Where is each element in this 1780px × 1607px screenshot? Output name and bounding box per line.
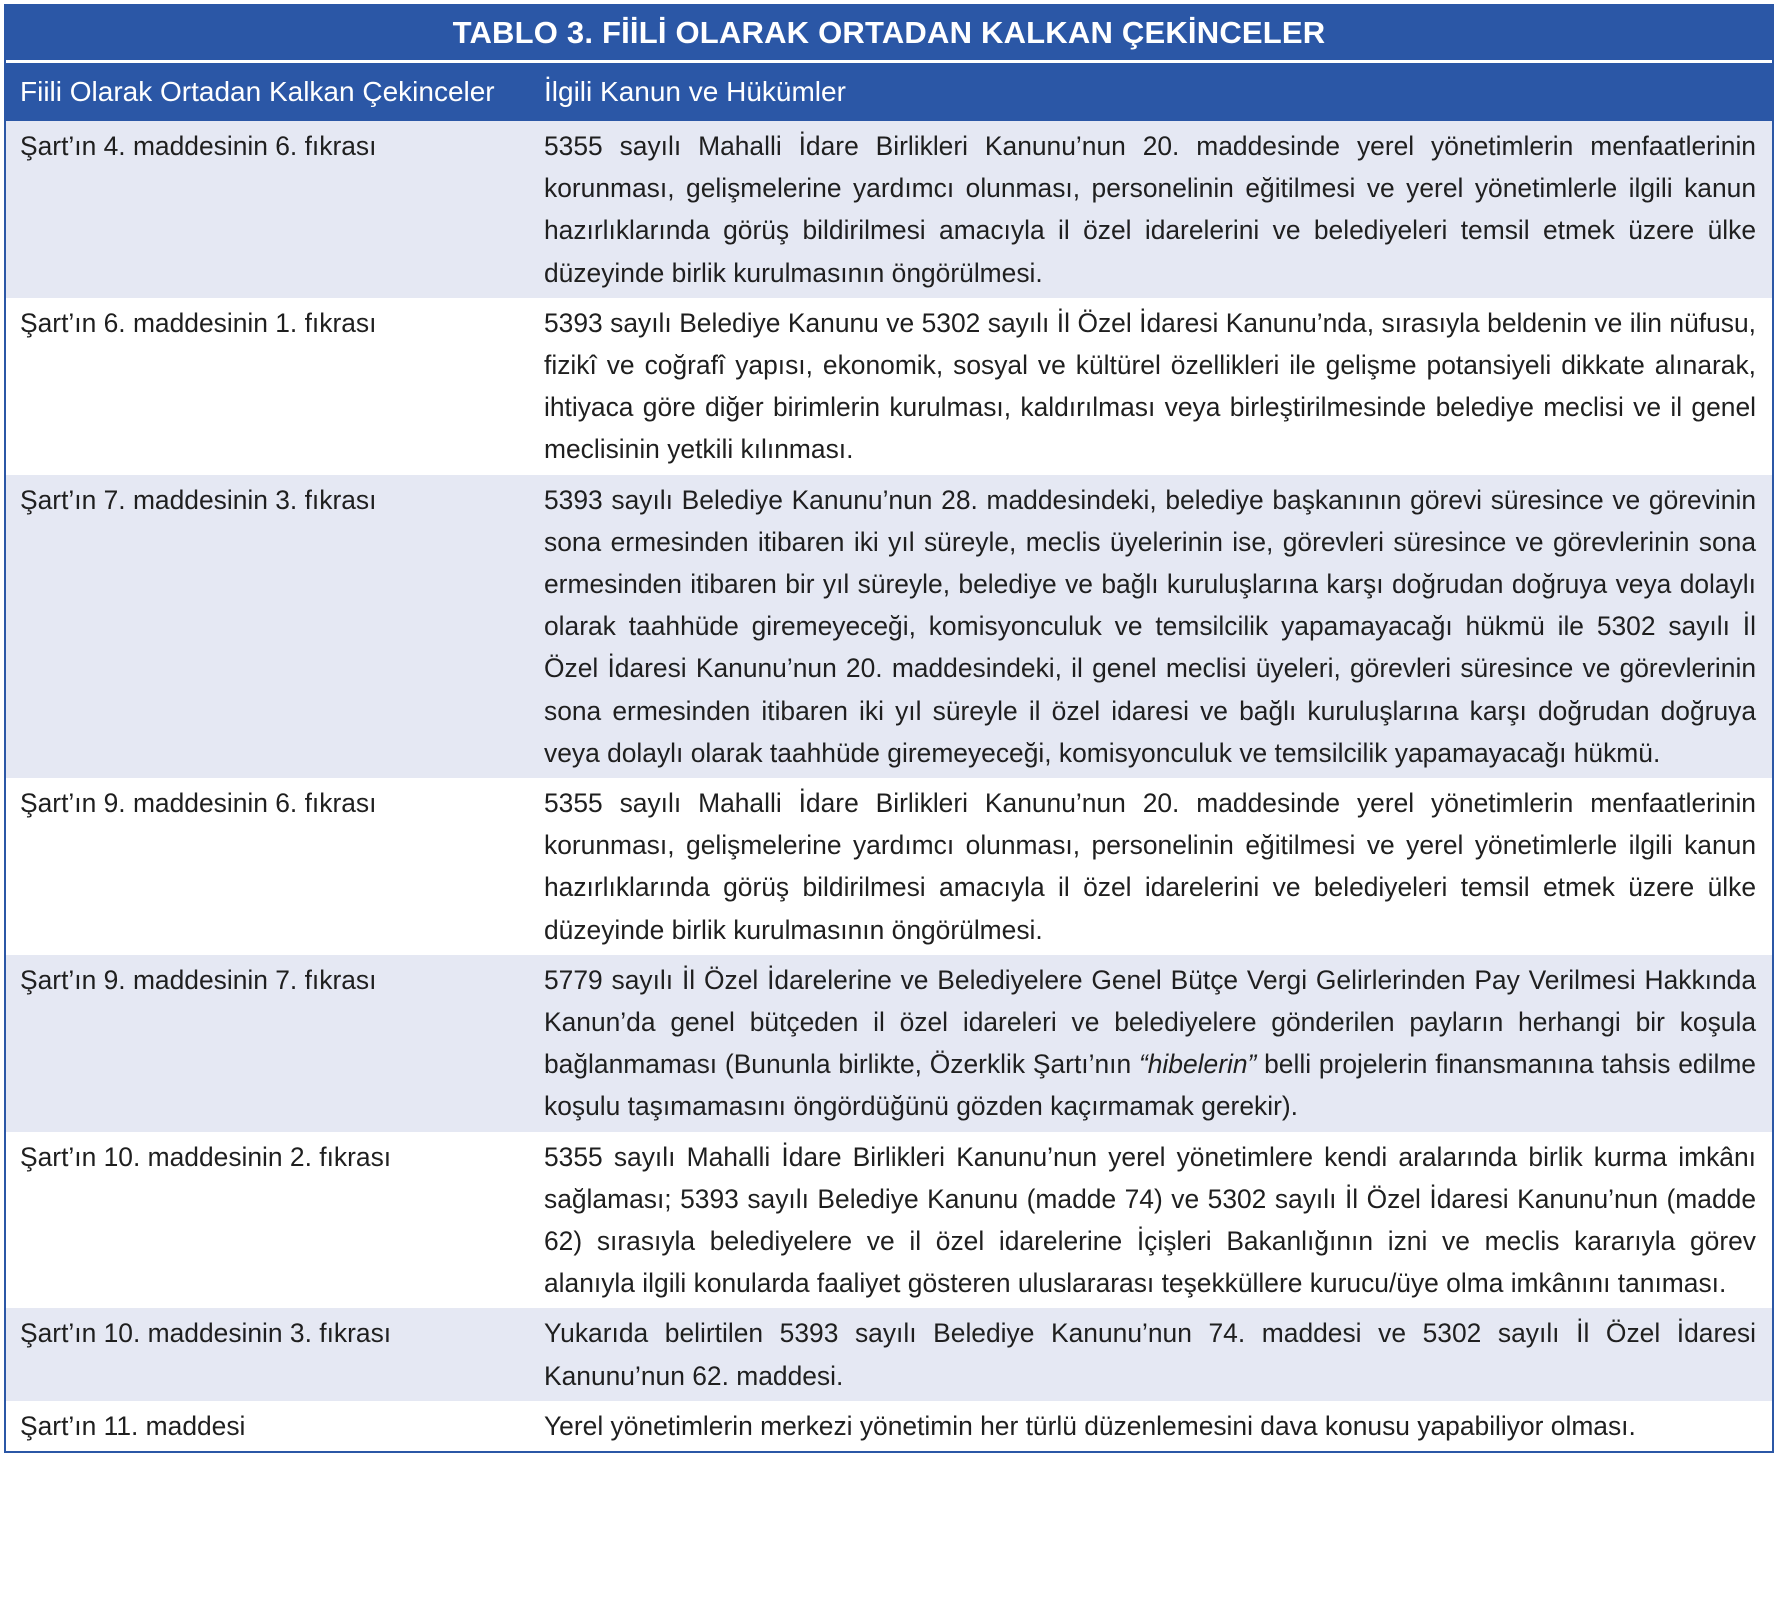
- table-header-row: [6, 63, 1772, 121]
- table-row: [6, 298, 1772, 475]
- reservation-cell: Şart’ın 11. maddesi: [20, 1410, 246, 1441]
- reservation-cell: Şart’ın 6. maddesinin 1. fıkrası: [20, 307, 377, 338]
- table-row: [6, 475, 1772, 778]
- table-row: [6, 1308, 1772, 1400]
- law-cell: [544, 955, 1772, 1132]
- law-cell: 5355 sayılı Mahalli İdare Birlikleri Kanunu’nun 20. maddesinde yerel yönetimlerin menfaatlerinin korunması, gelişmelerine yardımcı olunması, personelinin eğitilmesi ve yerel yönetimlerle ilgili kanun hazırlıklarında görüş bildirilmesi amacıyla il özel idarelerini ve belediyeleri temsil etmek üzere ülke düzeyinde birlik kurulmasının öngörülmesi.: [544, 788, 1756, 945]
- header-laws: İlgili Kanun ve Hükümler: [544, 76, 846, 107]
- reservation-cell: Şart’ın 9. maddesinin 7. fıkrası: [20, 964, 377, 995]
- header-reservations: Fiili Olarak Ortadan Kalkan Çekinceler: [20, 76, 495, 107]
- table-title: TABLO 3. FİİLİ OLARAK ORTADAN KALKAN ÇEKİNCELER: [6, 6, 1772, 63]
- law-text-italic: “hibelerin”: [1138, 1049, 1257, 1080]
- table-row: [6, 121, 1772, 298]
- reservation-cell: Şart’ın 10. maddesinin 2. fıkrası: [20, 1141, 392, 1172]
- law-cell: 5393 sayılı Belediye Kanunu’nun 28. maddesindeki, belediye başkanının görevi süresince ve görevinin sona ermesinden itibaren iki yıl süreyle, meclis üyelerinin ise, görevleri süresince ve görevlerinin sona ermesinden itibaren bir yıl süreyle, belediye ve bağlı kuruluşlarına karşı doğrudan doğruya veya dolaylı olarak taahhüde giremeyeceği, komisyonculuk ve temsilcilik yapamayacağı hükmü ile 5302 sayılı İl Özel İdaresi Kanunu’nun 20. maddesindeki, il genel meclisi üyeleri, görevleri süresince ve görevlerinin sona ermesinden itibaren iki yıl süreyle il özel idaresi ve bağlı kuruluşlarına karşı doğrudan doğruya veya dolaylı olarak taahhüde giremeyeceği, komisyonculuk ve temsilcilik yapamayacağı hükmü.: [544, 484, 1756, 768]
- reservation-cell: Şart’ın 9. maddesinin 6. fıkrası: [20, 788, 377, 819]
- law-cell: 5355 sayılı Mahalli İdare Birlikleri Kanunu’nun yerel yönetimlere kendi aralarında birlik kurma imkânı sağlaması; 5393 sayılı Belediye Kanunu (madde 74) ve 5302 sayılı İl Özel İdaresi Kanunu’nun (madde 62) sırasıyla belediyelere ve il özel idarelerine İçişleri Bakanlığının izni ve meclis kararıyla görev alanıyla ilgili konularda faaliyet gösteren uluslararası teşekküllere kurucu/üye olma imkânını tanıması.: [544, 1141, 1756, 1299]
- reservation-cell: Şart’ın 10. maddesinin 3. fıkrası: [20, 1318, 392, 1349]
- law-cell: 5355 sayılı Mahalli İdare Birlikleri Kanunu’nun 20. maddesinde yerel yönetimlerin menfaatlerinin korunması, gelişmelerine yardımcı olunması, personelinin eğitilmesi ve yerel yönetimlerle ilgili kanun hazırlıklarında görüş bildirilmesi amacıyla il özel idarelerini ve belediyeleri temsil etmek üzere ülke düzeyinde birlik kurulmasının öngörülmesi.: [544, 131, 1756, 288]
- law-cell: Yukarıda belirtilen 5393 sayılı Belediye Kanunu’nun 74. maddesi ve 5302 sayılı İl Özel İdaresi Kanunu’nun 62. maddesi.: [544, 1318, 1756, 1391]
- reservations-table: [4, 4, 1774, 1453]
- reservation-cell: Şart’ın 4. maddesinin 6. fıkrası: [20, 131, 377, 161]
- law-cell: Yerel yönetimlerin merkezi yönetimin her türlü düzenlemesini dava konusu yapabiliyor olması.: [544, 1410, 1636, 1441]
- table-row: [6, 1401, 1772, 1451]
- reservation-cell: Şart’ın 7. maddesinin 3. fıkrası: [20, 484, 377, 515]
- law-text-before: 5779 sayılı İl Özel İdarelerine ve Belediyelere Genel Bütçe Vergi Gelirlerinden Pay Verilmesi Hakkında Kanun’da genel bütçeden il özel idareleri ve belediyelere gönderilen payların herhangi bir koşula bağlanmaması (Bununla birlikte, Özerklik Şartı’nın: [544, 964, 1756, 1080]
- table-row: [6, 1132, 1772, 1309]
- table-row: [6, 955, 1772, 1132]
- law-text-after: belli projelerin finansmanına tahsis edilme koşulu taşımamasını öngördüğünü gözden kaçırmamak gerekir).: [544, 1049, 1756, 1122]
- table-row: [6, 778, 1772, 955]
- law-cell: 5393 sayılı Belediye Kanunu ve 5302 sayılı İl Özel İdaresi Kanunu’nda, sırasıyla beldenin ve ilin nüfusu, fizikî ve coğrafî yapısı, ekonomik, sosyal ve kültürel özellikleri ile gelişme potansiyeli dikkate alınarak, ihtiyaca göre diğer birimlerin kurulması, kaldırılması veya birleştirilmesinde belediye meclisi ve il genel meclisinin yetkili kılınması.: [544, 307, 1756, 465]
